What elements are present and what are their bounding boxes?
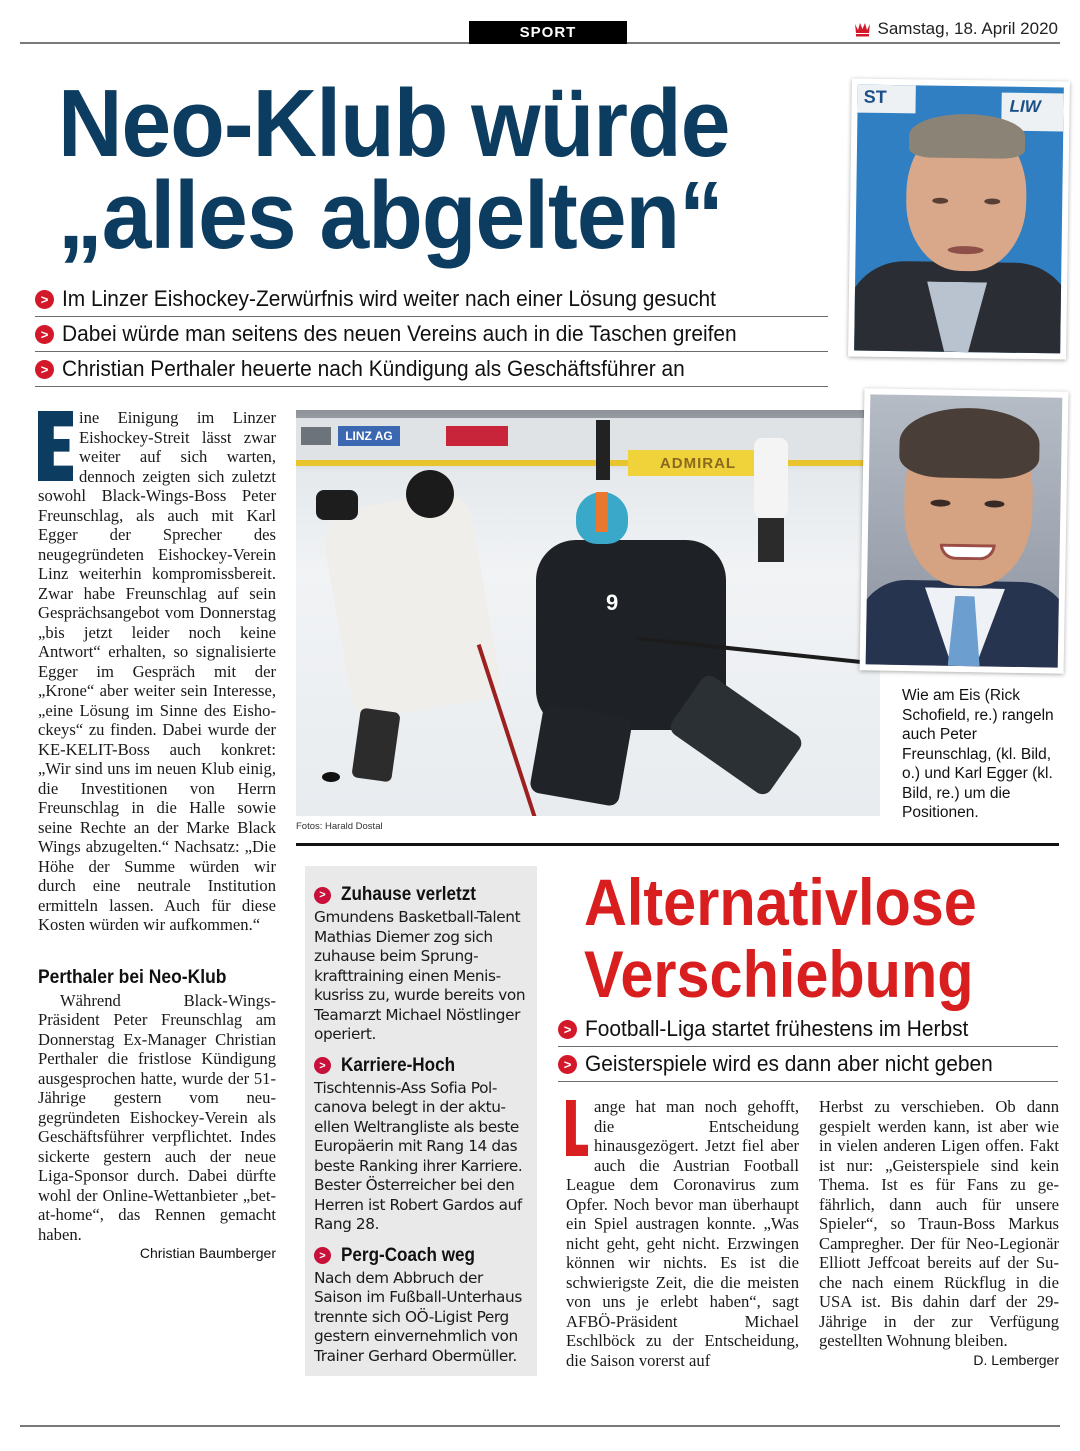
backdrop-board-left [857, 85, 915, 114]
short-news-box [305, 866, 537, 1376]
photo-caption: Wie am Eis (Rick Schofield, re.) rangeln auch Peter Freunschlag, (kl. Bild, o.) und Karl Egger (kl. Bild, re.) um die Positionen. [902, 687, 1054, 821]
bullet-text: Im Linzer Eishockey-Zerwürfnis wird weiter nach einer Lösung gesucht [62, 286, 717, 311]
short-news-title: Karriere-Hoch [341, 1054, 456, 1076]
short-news-title: Zuhause verletzt [341, 884, 476, 905]
article2-body-column-1 [566, 1097, 799, 1370]
jersey-number-text: 9 [606, 590, 619, 615]
bullet-item [35, 282, 828, 317]
article1-body-column [38, 408, 276, 1264]
hockey-action-photo [296, 410, 880, 816]
article2-headline-line-1: Alternativlose [584, 865, 977, 939]
main-headline [58, 70, 783, 269]
chevron-right-icon: > [314, 887, 331, 904]
article2-body-text-1: ange hat man noch gehofft, die Entscheidung hinausgezögert. Jetzt fiel aber auch die Austrian Football League dem Coronavirus zum Opfer. Noch bevor man überhaupt ein Spiel austragen konnte. „Was nicht geht, geht nicht. Erzwingen können wir nichts. Es ist die schwierigste Zeit, die die meisten von uns je erlebt haben“, sagt AFBÖ-Präsident Michael Eschlböck zu der Entscheidung, die Saison vorerst auf [566, 1097, 799, 1370]
article1-subhead: Perthaler bei Neo-Klub [38, 966, 227, 988]
photo-credit: Fotos: Harald Dostal [296, 821, 383, 832]
main-headline-line-1: Neo-Klub würde [58, 70, 730, 177]
bullet-item [558, 1012, 1058, 1047]
board-text: LINZ AG [345, 429, 393, 443]
article2-body-column-2 [819, 1097, 1059, 1370]
portrait-photo-egger [860, 388, 1069, 674]
chevron-right-icon: > [35, 360, 54, 379]
board-text: ADMIRAL [659, 454, 737, 472]
article2-byline: D. Lemberger [973, 1351, 1059, 1368]
bullet-item [35, 352, 828, 387]
bullet-text: Dabei würde man seitens des neuen Vereins auch in die Taschen greifen [62, 321, 737, 346]
bullet-text: Christian Perthaler heuerte nach Kündigung als Geschäftsführer an [62, 356, 685, 381]
short-news-title: Perg-Coach weg [341, 1244, 475, 1266]
main-headline-line-2: „alles abgelten“ [58, 162, 723, 269]
section-divider [296, 843, 1059, 846]
ad-board-linz [338, 426, 400, 446]
short-news-body: Tischtennis-Ass Sofia Polcanova belegt in der aktuellen Weltrangliste als beste Europäerin mit Rang 14 das beste Ranking ihrer Karriere. Bester Österreicher bei den Herren ist Robert Gardos auf Rang 28. [314, 1078, 523, 1233]
bullet-text: Football-Liga startet frühestens im Herbst [585, 1016, 969, 1041]
board-text: ST [863, 86, 887, 107]
short-news-body: Gmundens Basketball-Talent Mathias Diemer zog sich zuhause beim Sprungkrafttraining einen Meniskusriss zu, wurde bereits von Teamarzt Michael Nöstlinger operiert. [314, 908, 526, 1043]
footer-rule [20, 1425, 1060, 1427]
article2-bullets [558, 1012, 1058, 1082]
ad-board-admiral [628, 450, 768, 476]
date-text: Samstag, 18. April 2020 [877, 19, 1058, 38]
dropcap [38, 411, 73, 481]
article2-body-text-2: Herbst zu verschieben. Ob dann gespielt werden kann, ist aber wie in vielen anderen Ligen offen. Fakt ist nur: „Geisterspiele sind kein Thema. Ist es für Fans zu gefährlich, dann auch für unsere Spieler“, so Traun-Boss Markus Campregher. Der für Neo-Legionär Elliott Jeffcoat bereits auf der Suche nach einem Rückflug in die USA ist. Bis dahin darf der 29-Jährige in der zur Verfügung gestellten Wohnung bleiben. [819, 1097, 1059, 1350]
short-news-item [314, 1243, 527, 1367]
board-text: LIW [1009, 96, 1041, 117]
article2-headline-line-2: Verschiebung [584, 937, 974, 1011]
article1-body2-text: Während Black-Wings-Präsident Peter Freunschlag am Donnerstag Ex-Manager Christian Perthaler die fristlose Kündigung ausgesprochen hatte, wurde der 51-Jährige gestern vom neugegründeten Eishockey-Verein als Geschäftsführer verpflichtet. Indes sickerte gestern auch der neue Liga-Sponsor durch. Dabei dürfte wohl der Online-Wettanbieter „bet-at-home“, das Rennen gemacht haben. [38, 990, 276, 1244]
article1-byline: Christian Baumberger [139, 1245, 276, 1261]
header-rule-right [627, 42, 1060, 44]
bullet-text: Geisterspiele wird es dann aber nicht geben [585, 1051, 993, 1076]
short-news-item [314, 882, 527, 1045]
chevron-right-icon: > [314, 1057, 331, 1074]
chevron-right-icon: > [558, 1055, 577, 1074]
article1-bullets [35, 282, 828, 387]
crown-icon [854, 21, 871, 37]
dropcap [566, 1100, 588, 1156]
jersey-number [606, 590, 618, 616]
chevron-right-icon: > [558, 1020, 577, 1039]
header-rule-left [20, 42, 470, 44]
short-news-body: Nach dem Abbruch der Saison im Fußball-Unterhaus trennte sich OÖ-Ligist Perg gestern einvernehmlich von Trainer Gerhard Obermüller. [314, 1268, 522, 1365]
short-news-item [314, 1053, 527, 1235]
section-tag [469, 21, 627, 44]
bullet-item [558, 1047, 1058, 1082]
chevron-right-icon: > [314, 1247, 331, 1264]
portrait-photo-freunschlag [848, 78, 1070, 359]
article2-headline [584, 866, 977, 1010]
article1-body-text: ine Einigung im Linzer Eishockey-Streit lässt zwar weiter auf sich warten, dennoch zeigten sich zuletzt sowohl Black-Wings-Boss Peter Freunschlag, als auch mit Karl Egger der Sprecher des neugegründeten Eishockey-Verein Linz weiterhin kompromissbereit. Zwar habe Freunschlag auf sein Gesprächsangebot vom Donnerstag „bis jetzt leider noch keine Antwort“ erhalten, so signalisierte Egger im Gespräch mit der „Krone“ aber weiter sein Interesse, „eine Lösung im Sinne des Eishockeys“ zu finden. Dabei wurde der KE-KELIT-Boss auch konkret: „Wir sind uns im neuen Klub einig, die Investitionen von Herrn Freunschlag in die Halle sowie seine Rechte an der Marke Black Wings abzugelten.“ Nachsatz: „Die Höhe der Summe würden wir durch eine neutrale Institution ermitteln lassen. Auch für diese Kosten würden wir aufkommen.“ [38, 408, 276, 934]
bullet-item [35, 317, 828, 352]
issue-date [854, 19, 1058, 39]
section-label: SPORT [519, 24, 577, 41]
chevron-right-icon: > [35, 325, 54, 344]
chevron-right-icon: > [35, 290, 54, 309]
